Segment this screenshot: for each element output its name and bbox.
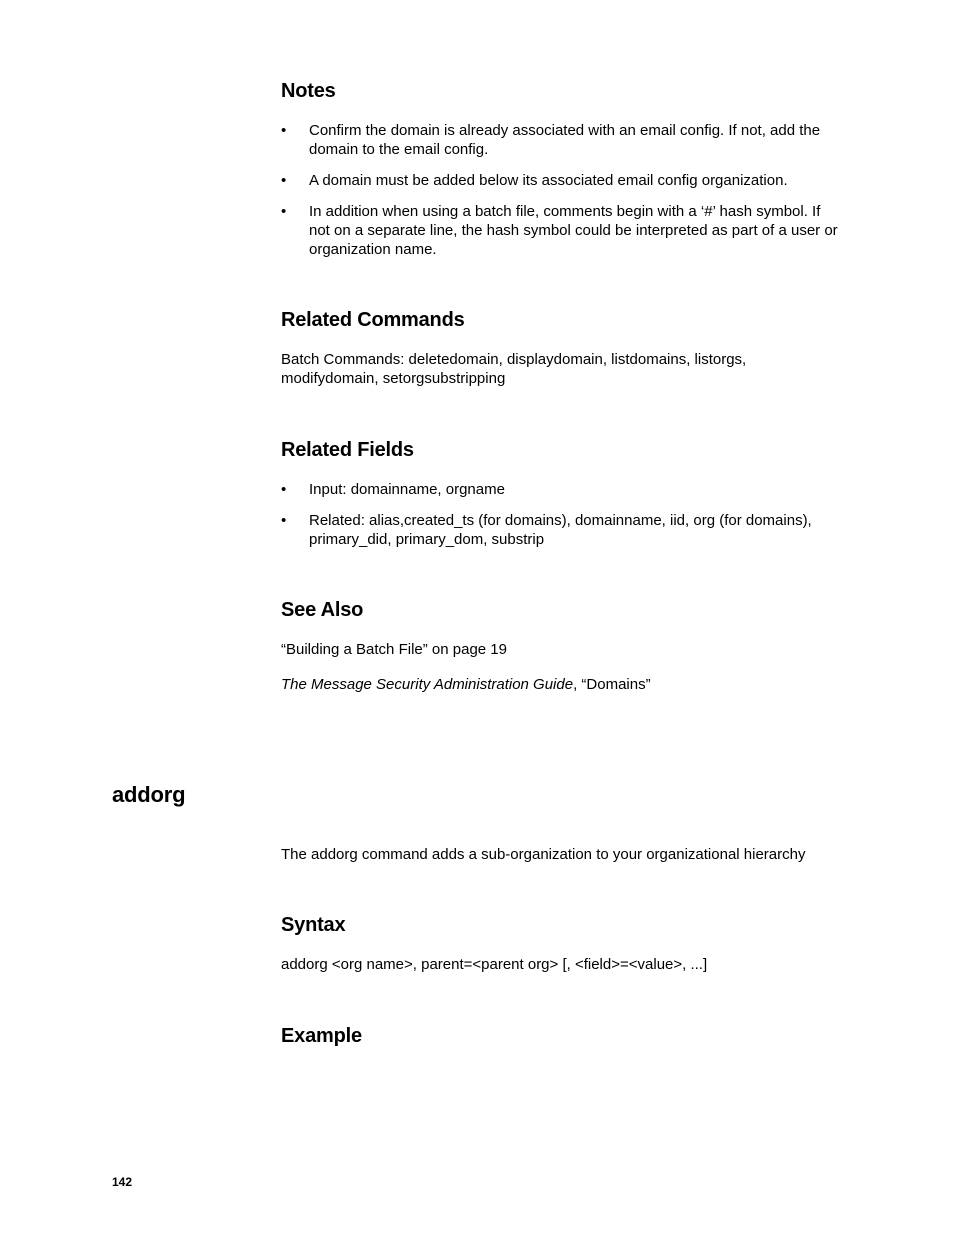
related-commands-heading: Related Commands bbox=[281, 309, 465, 331]
see-also-heading: See Also bbox=[281, 599, 364, 621]
related-fields-bullet-text: Related: alias,created_ts (for domains), domainname, iid, org (for domains), primary_did, primary_dom, substrip bbox=[309, 512, 812, 548]
related-commands-text: Batch Commands: deletedomain, displaydomain, listdomains, listorgs, modifydomain, setorgsubstripping bbox=[281, 351, 747, 387]
notes-bullet-3 bbox=[281, 202, 841, 259]
addorg-description: The addorg command adds a sub-organization to your organizational hierarchy bbox=[281, 846, 806, 863]
related-fields-bullet-text: Input: domainname, orgname bbox=[309, 481, 505, 498]
notes-bullet-text: Confirm the domain is already associated with an email config. If not, add the domain to the email config. bbox=[309, 122, 821, 158]
example-heading: Example bbox=[281, 1025, 362, 1047]
addorg-heading: addorg bbox=[112, 782, 186, 807]
page-number: 142 bbox=[112, 1175, 133, 1189]
bullet-icon: • bbox=[281, 203, 287, 220]
related-fields-bullet-2 bbox=[281, 511, 841, 549]
syntax-text: addorg <org name>, parent=<parent org> [, <field>=<value>, ...] bbox=[281, 956, 708, 973]
guide-title: The Message Security Administration Guide bbox=[281, 676, 574, 693]
notes-bullet-1 bbox=[281, 121, 841, 159]
bullet-icon: • bbox=[281, 481, 287, 498]
bullet-icon: • bbox=[281, 122, 287, 139]
related-fields-bullet-1 bbox=[281, 480, 841, 499]
syntax-heading: Syntax bbox=[281, 914, 346, 936]
notes-bullet-2 bbox=[281, 171, 841, 190]
see-also-guide-reference bbox=[281, 675, 651, 694]
see-also-link[interactable]: “Building a Batch File” on page 19 bbox=[281, 641, 507, 658]
notes-heading: Notes bbox=[281, 80, 336, 102]
related-fields-heading: Related Fields bbox=[281, 439, 414, 461]
guide-suffix: , “Domains” bbox=[573, 676, 651, 693]
notes-bullet-text: A domain must be added below its associated email config organization. bbox=[309, 172, 788, 189]
bullet-icon: • bbox=[281, 172, 287, 189]
notes-bullet-text: In addition when using a batch file, comments begin with a ‘#’ hash symbol. If not on a separate line, the hash symbol could be interpreted as part of a user or organization name. bbox=[309, 203, 838, 258]
bullet-icon: • bbox=[281, 512, 287, 529]
